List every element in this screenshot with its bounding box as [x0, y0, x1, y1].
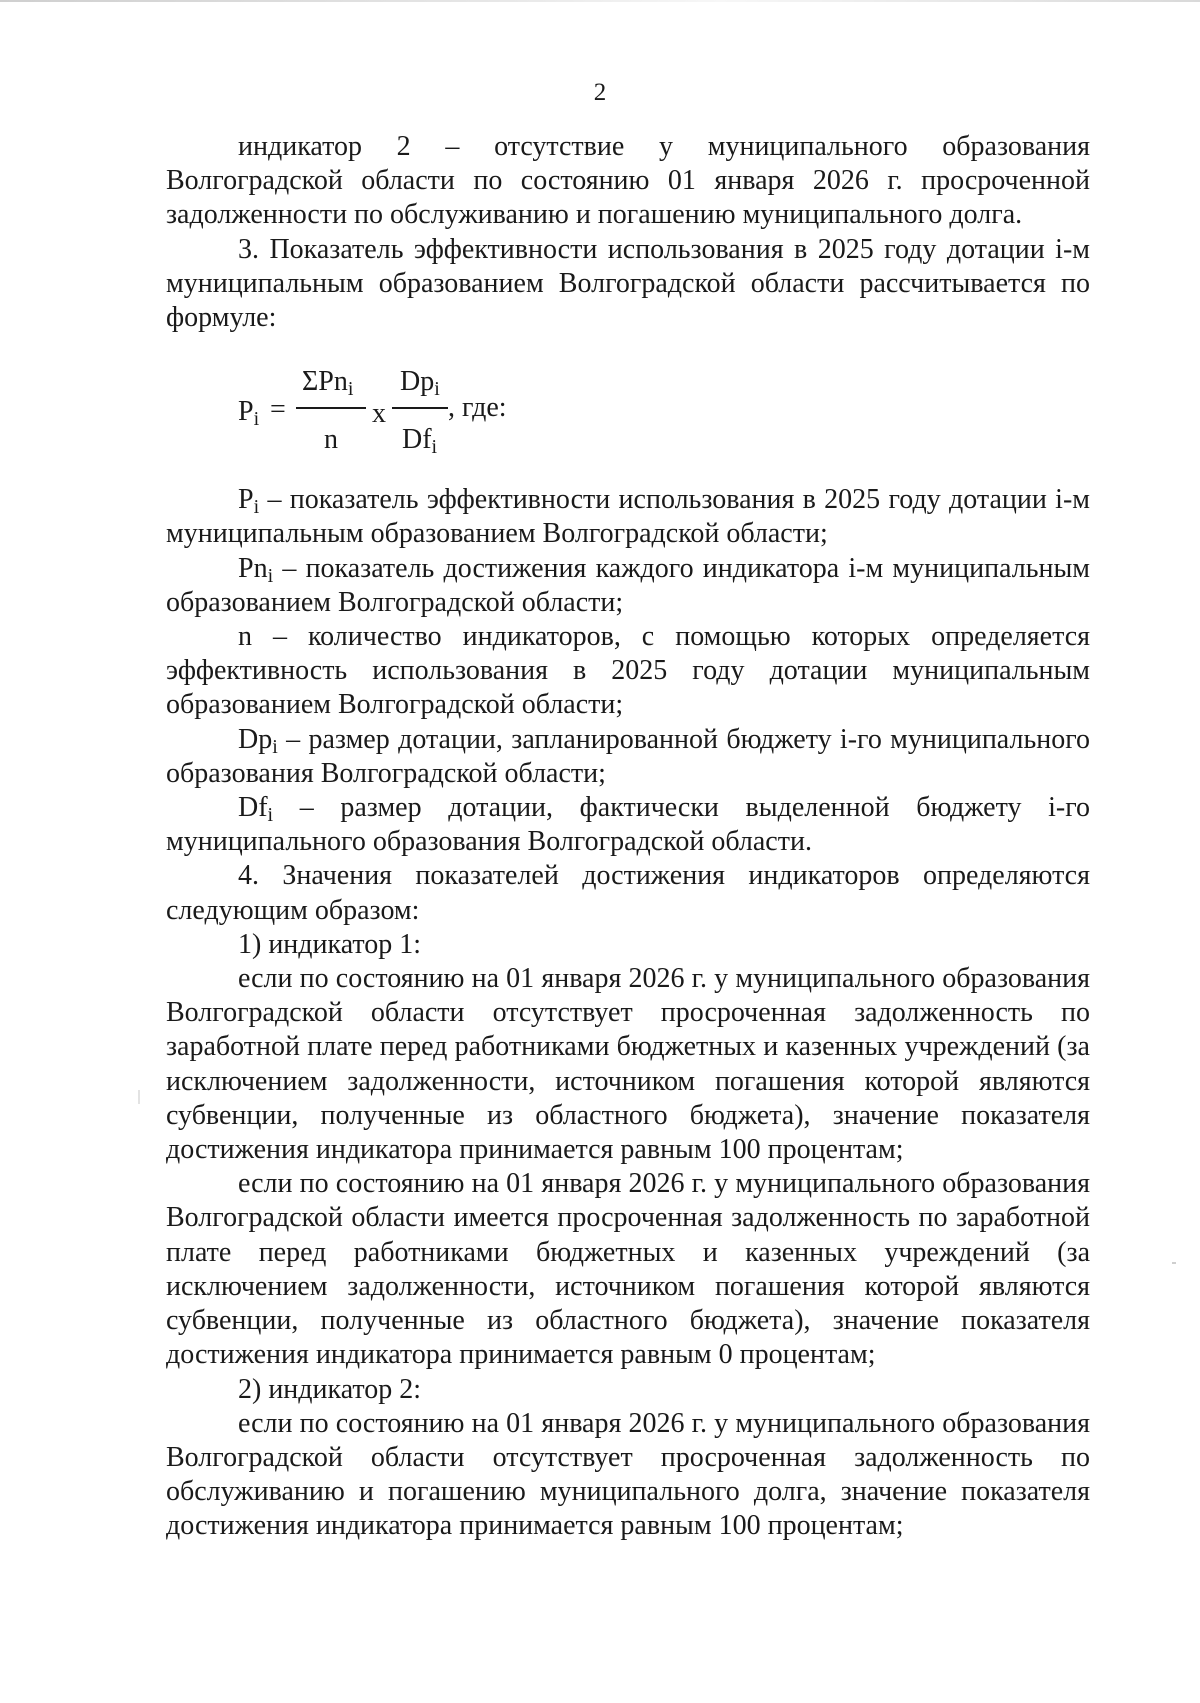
paragraph-indicator-1-case-absent: если по состоянию на 01 января 2026 г. у муниципального образования Волгоградской области отсутствует просроченная задолженность по заработной плате перед работниками бюджетных и казенных учреждений (за исключением задолженности, источником погашения которой являются субвенции, полученные из областного бюджета), значение показателя достижения индикатора принимается равным 100 процентам;: [166, 963, 1090, 1166]
formula-times: x: [372, 398, 386, 430]
paragraph-indicator-2-definition: индикатор 2 – отсутствие у муниципального образования Волгоградской области по состоянию 01 января 2026 г. просроченной задолженности по обслуживанию и погашению муниципального долга.: [166, 131, 1090, 231]
document-body: [166, 130, 1090, 1544]
formula-equals: =: [270, 394, 286, 426]
formula-lhs: $P_i$: [238, 396, 260, 431]
formula-suffix: , где:: [448, 392, 507, 424]
scan-edge-line: [0, 0, 1200, 2]
formula-fraction-line-2: [392, 407, 448, 409]
paragraph-section-4: 4. Значения показателей достижения индикаторов определяются следующим образом:: [166, 860, 1090, 926]
paragraph-indicator-1-case-present: если по состоянию на 01 января 2026 г. у муниципального образования Волгоградской области имеется просроченная задолженность по заработной плате перед работниками бюджетных и казенных учреждений (за исключением задолженности, источником погашения которой являются субвенции, полученные из областного бюджета), значение показателя достижения индикатора принимается равным 0 процентам;: [166, 1168, 1090, 1371]
definition-pi: $P_i$ – показатель эффективности использования в 2025 году дотации i-м муниципальным образованием Волгоградской области;: [166, 484, 1090, 550]
efficiency-formula: [166, 335, 1090, 483]
definition-dpi: $Dp_i$ – размер дотации, запланированной бюджету i-го муниципального образования Волгоградской области;: [166, 723, 1090, 789]
formula-denominator-1: n: [324, 424, 338, 456]
scan-speck: [1172, 1262, 1176, 1264]
paragraph-section-3: 3. Показатель эффективности использования в 2025 году дотации i-м муниципальным образованием Волгоградской области рассчитывается по формуле:: [166, 233, 1090, 334]
paragraph-indicator-2-heading: 2) индикатор 2:: [238, 1373, 422, 1405]
paragraph-indicator-1-heading: 1) индикатор 1:: [238, 928, 422, 960]
formula-denominator-2: $Df_i$: [402, 424, 438, 459]
definition-n: n – количество индикаторов, с помощью которых определяется эффективность использования в 2025 году дотации муниципальным образованием Волгоградской области;: [166, 621, 1090, 721]
scan-speck: [138, 1090, 140, 1104]
page-number: 2: [593, 79, 607, 106]
definition-pni: $Pn_i$ – показатель достижения каждого индикатора i-м муниципальным образованием Волгоградской области;: [166, 552, 1090, 618]
formula-fraction-line-1: [296, 407, 366, 409]
paragraph-indicator-2-case-absent: если по состоянию на 01 января 2026 г. у муниципального образования Волгоградской области отсутствует просроченная задолженность по обслуживанию и погашению муниципального долга, значение показателя достижения индикатора принимается равным 100 процентам;: [166, 1407, 1090, 1542]
formula-numerator-2: $Dp_i$: [400, 366, 440, 401]
formula-numerator-1: ΣPn$_i$: [302, 366, 354, 401]
definition-dfi: $Df_i$ – размер дотации, фактически выделенной бюджету i-го муниципального образования Волгоградской области.: [166, 792, 1090, 858]
